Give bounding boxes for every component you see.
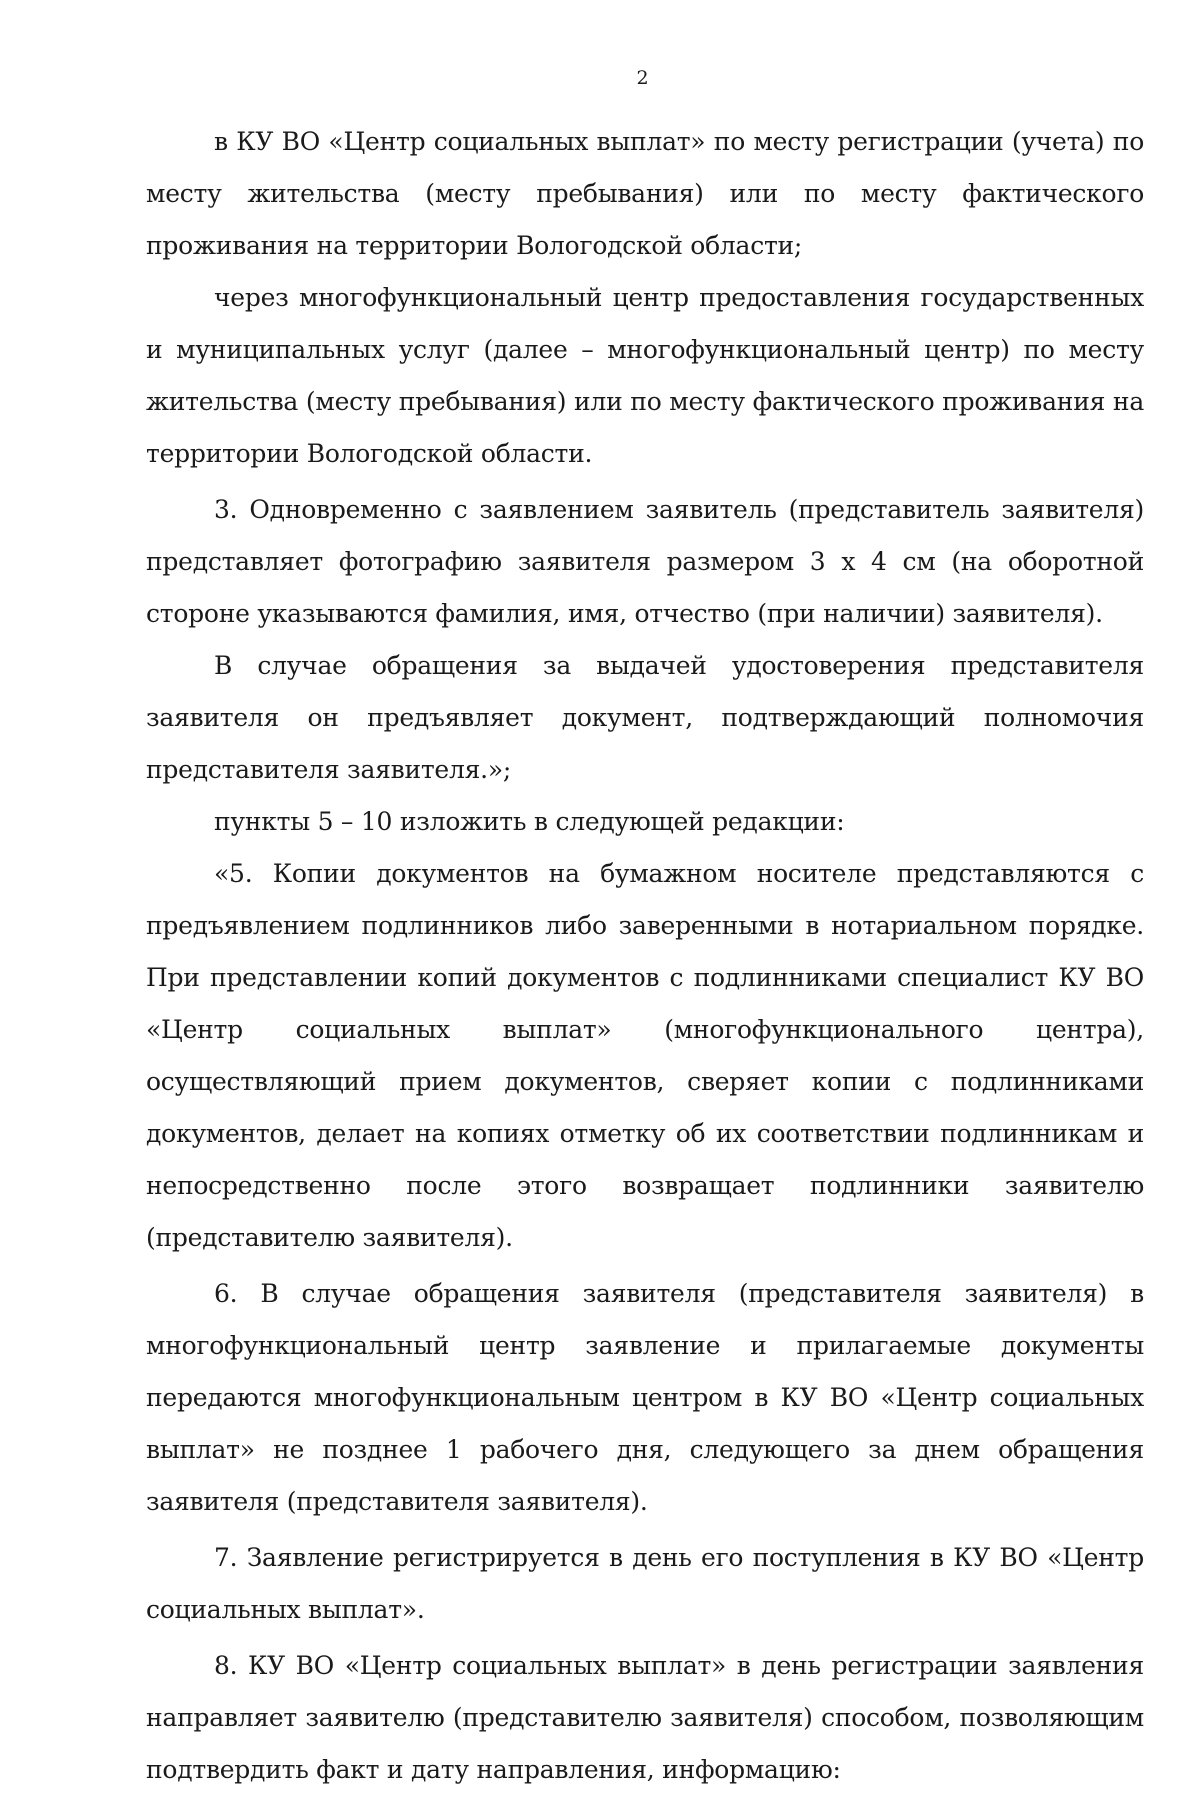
paragraph-2: через многофункциональный центр предоставления государственных и муниципальных услуг (далее – многофункциональный центр) по месту жительства (месту пребывания) или по месту фактического проживания на территории Вологодской области. [146, 283, 1144, 468]
paragraph-1: в КУ ВО «Центр социальных выплат» по месту регистрации (учета) по месту жительства (месту пребывания) или по месту фактического проживания на территории Вологодской области; [146, 127, 1144, 260]
paragraph-4: В случае обращения за выдачей удостоверения представителя заявителя он предъявляет документ, подтверждающий полномочия представителя заявителя.»; [146, 651, 1144, 784]
paragraph-7: 6. В случае обращения заявителя (представителя заявителя) в многофункциональный центр заявление и прилагаемые документы передаются многофункциональным центром в КУ ВО «Центр социальных выплат» не позднее 1 рабочего дня, следующего за днем обращения заявителя (представителя заявителя). [146, 1279, 1144, 1516]
paragraph-8: 7. Заявление регистрируется в день его поступления в КУ ВО «Центр социальных выплат». [146, 1543, 1144, 1624]
page-number: 2 [636, 67, 649, 89]
paragraph-3: 3. Одновременно с заявлением заявитель (представитель заявителя) представляет фотографию заявителя размером 3 х 4 см (на оборотной стороне указываются фамилия, имя, отчество (при наличии) заявителя). [146, 495, 1144, 628]
paragraph-5: пункты 5 – 10 изложить в следующей редакции: [214, 807, 845, 836]
document-body [146, 116, 1144, 1796]
paragraph-9: 8. КУ ВО «Центр социальных выплат» в день регистрации заявления направляет заявителю (представителю заявителя) способом, позволяющим подтвердить факт и дату направления, информацию: [146, 1651, 1144, 1784]
paragraph-6: «5. Копии документов на бумажном носителе представляются с предъявлением подлинников либо заверенными в нотариальном порядке. При представлении копий документов с подлинниками специалист КУ ВО «Центр социальных выплат» (многофункционального центра), осуществляющий прием документов, сверяет копии с подлинниками документов, делает на копиях отметку об их соответствии подлинникам и непосредственно после этого возвращает подлинники заявителю (представителю заявителя). [146, 859, 1144, 1252]
